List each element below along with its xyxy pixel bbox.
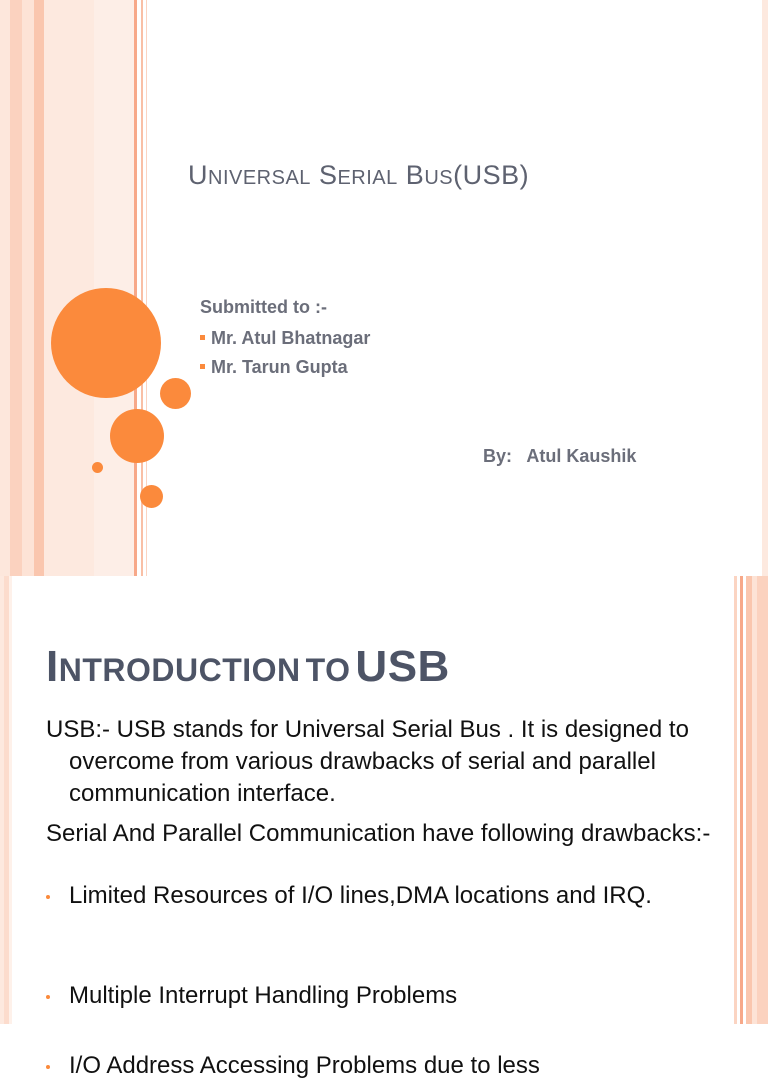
heading-word: NTRODUCTION: [58, 652, 301, 688]
content-slide: [0, 576, 768, 1079]
slide-title: [188, 160, 529, 191]
decorative-stripe: [762, 0, 768, 576]
dot-bullet-icon: [46, 1065, 50, 1069]
decorative-line: [134, 0, 137, 576]
decorative-circle-tiny: [92, 462, 103, 473]
bullet-item: [46, 1050, 729, 1082]
submitted-to-item: [200, 328, 370, 349]
title-suffix: (USB): [453, 160, 530, 190]
heading-initial: I: [46, 642, 59, 691]
title-word: NIVERSAL: [208, 167, 311, 189]
submitted-to-item: [200, 357, 348, 378]
decorative-stripe: [44, 0, 94, 576]
title-word: ERIAL: [337, 167, 398, 189]
bullet-text: I/O Address Accessing Problems due to less: [69, 1052, 540, 1079]
submitted-to-label: Submitted to :-: [200, 297, 327, 317]
bullet-item: [46, 880, 729, 912]
heading-word: TO: [305, 652, 351, 688]
body-paragraph: USB:- USB stands for Universal Serial Bus . It is designed to overcome from various drawbacks of serial and parallel communication interface.: [46, 716, 689, 807]
submitted-to-name: Mr. Tarun Gupta: [211, 357, 348, 377]
square-bullet-icon: [200, 364, 205, 369]
decorative-circle-small: [140, 485, 163, 508]
body-paragraph: Serial And Parallel Communication have following drawbacks:-: [46, 820, 711, 847]
author-line: By: Atul Kaushik: [483, 446, 637, 466]
decorative-stripe: [34, 0, 44, 576]
bullet-text: Multiple Interrupt Handling Problems: [69, 982, 458, 1009]
heading-word: USB: [355, 642, 450, 691]
bullet-text: Limited Resources of I/O lines,DMA locations and IRQ.: [69, 882, 652, 909]
bullet-item: [46, 980, 729, 1012]
square-bullet-icon: [200, 335, 205, 340]
decorative-stripe: [9, 576, 12, 1024]
decorative-stripe: [757, 576, 768, 1024]
title-initial: U: [188, 160, 208, 190]
title-initial: B: [405, 160, 425, 190]
decorative-circle-small: [160, 378, 191, 409]
decorative-stripe: [740, 576, 743, 1024]
title-word: US: [424, 167, 454, 189]
slide-heading: [46, 642, 450, 692]
decorative-stripe: [0, 0, 10, 576]
decorative-stripe: [10, 0, 22, 576]
dot-bullet-icon: [46, 895, 50, 899]
submitted-to-name: Mr. Atul Bhatnagar: [211, 328, 371, 348]
decorative-circle-medium: [110, 409, 164, 463]
title-initial: S: [318, 160, 338, 190]
decorative-stripe: [22, 0, 34, 576]
decorative-circle-large: [51, 288, 161, 398]
dot-bullet-icon: [46, 995, 50, 999]
decorative-stripe: [734, 576, 737, 1024]
